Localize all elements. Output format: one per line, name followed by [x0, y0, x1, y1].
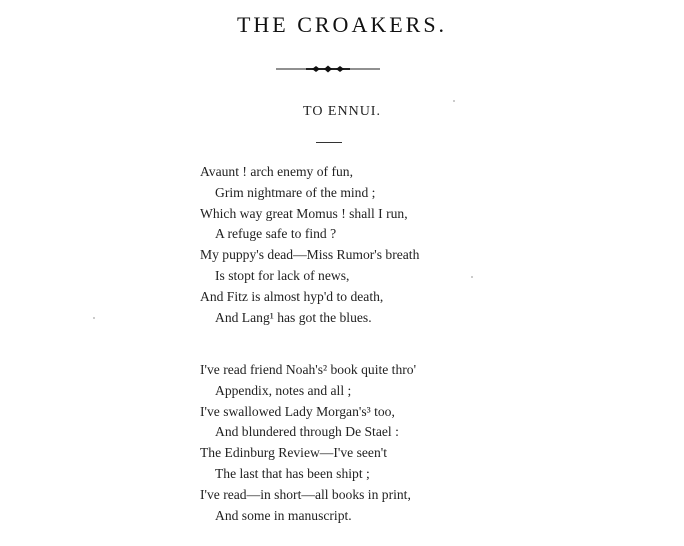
verse-line: Avaunt ! arch enemy of fun, [200, 164, 353, 179]
verse-line: Appendix, notes and all ; [215, 382, 352, 398]
verse-line: I've swallowed Lady Morgan's³ too, [200, 403, 395, 419]
stanza-2 [200, 360, 416, 526]
verse-line: I've read—in short—all books in print, [200, 486, 411, 502]
verse-line: Grim nightmare of the mind ; [215, 184, 376, 200]
paper-speck [93, 317, 95, 319]
verse-line: The Edinburg Review—I've seen't [200, 445, 387, 461]
page-running-title: THE CROAKERS. [236, 12, 448, 37]
verse-line: The last that has been shipt ; [215, 465, 370, 481]
stanza-1 [200, 162, 419, 328]
verse-line: Is stopt for lack of news, [215, 267, 350, 283]
paper-speck [453, 100, 455, 102]
verse-line: And Lang¹ has got the blues. [215, 309, 372, 325]
verse-line: Which way great Momus ! shall I run, [200, 205, 408, 221]
title-rule [316, 142, 342, 143]
ornament-divider [276, 63, 380, 75]
verse-line: My puppy's dead—Miss Rumor's breath [200, 247, 420, 263]
verse-line: And blundered through De Stael : [215, 424, 399, 440]
verse-line: A refuge safe to find ? [215, 226, 337, 242]
poem-title: TO ENNUI. [303, 104, 381, 119]
paper-speck [471, 276, 473, 278]
verse-line: And some in manuscript. [215, 507, 352, 523]
verse-line: And Fitz is almost hyp'd to death, [200, 288, 384, 304]
verse-line: I've read friend Noah's² book quite thro' [200, 362, 417, 377]
